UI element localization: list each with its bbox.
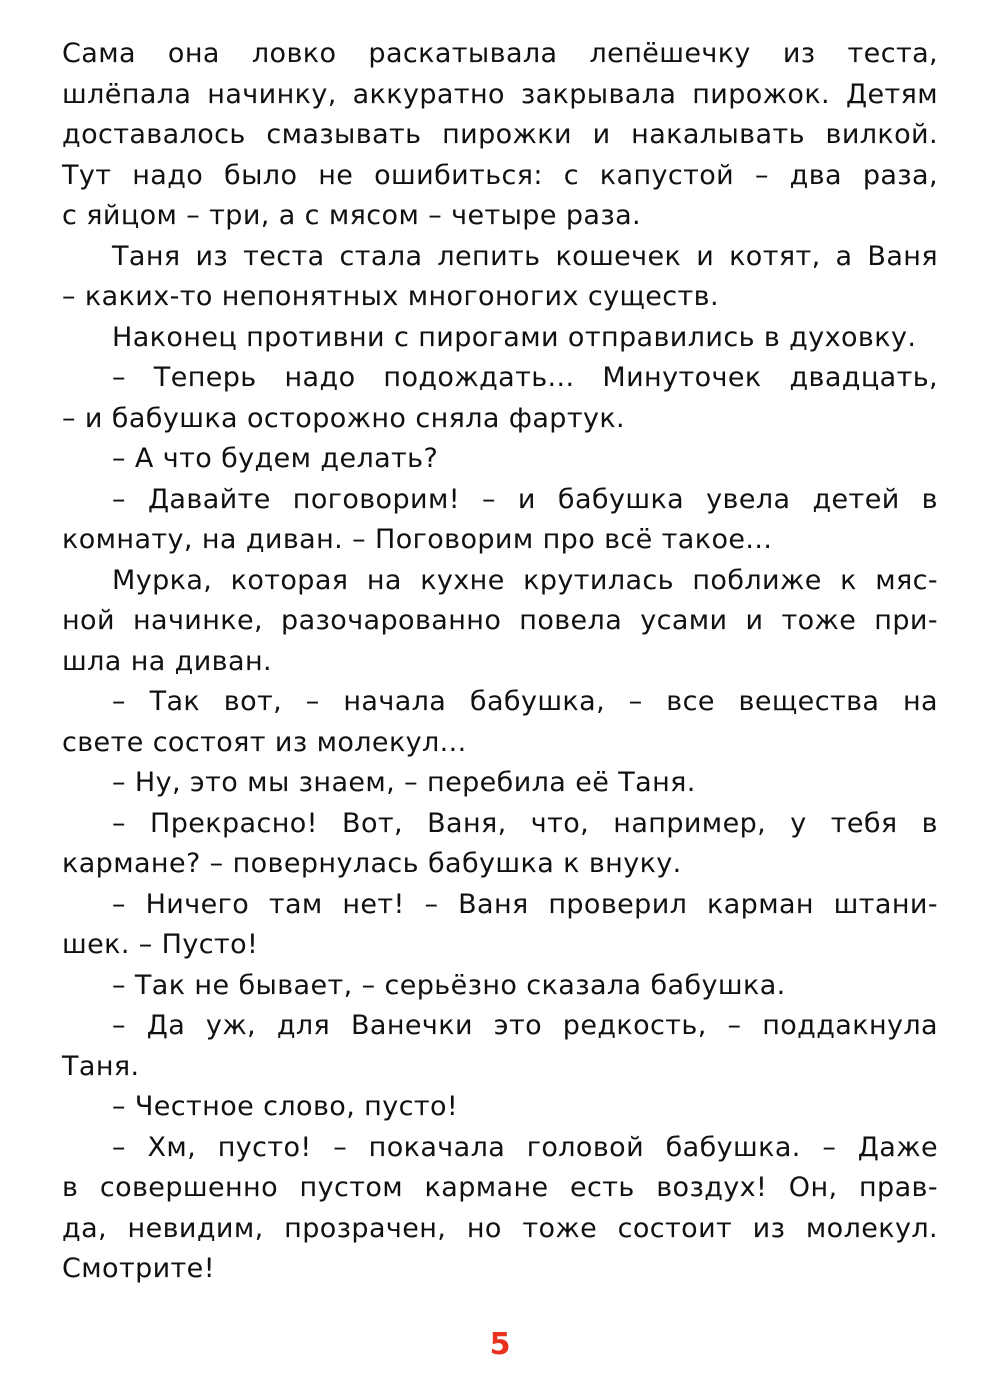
text-line: шек. – Пусто! [62,929,259,960]
text-line: ной начинке, разочарованно повела усами и тоже при- [62,605,938,636]
text-line: Таня из теста стала лепить кошечек и котят, а Ваня [112,240,938,272]
page-text [62,34,938,1290]
text-line: да, невидим, прозрачен, но тоже состоит из молекул. [62,1212,938,1244]
text-line: – и бабушка осторожно сняла фартук. [62,402,626,434]
text-line: комнату, на диван. – Поговорим про всё такое... [62,524,773,555]
text-line: Смотрите! [62,1253,215,1284]
text-line: – Да уж, для Ванечки это редкость, – поддакнула [112,1010,938,1041]
text-line: – Так не бывает, – серьёзно сказала бабушка. [112,969,786,1001]
text-line: – Ну, это мы знаем, – перебила её Таня. [112,767,696,798]
text-line: Наконец противни с пирогами отправились в духовку. [112,321,917,353]
text-line: с яйцом – три, а с мясом – четыре раза. [62,200,642,231]
text-line: Мурка, которая на кухне крутилась поближе к мяс- [112,564,938,596]
text-line: – Теперь надо подождать... Минуточек двадцать, [112,362,938,393]
text-line: в совершенно пустом кармане есть воздух! Он, прав- [62,1172,938,1203]
text-line: Таня. [62,1050,140,1082]
text-line: – Прекрасно! Вот, Ваня, что, например, у тебя в [112,807,938,839]
text-line: шлёпала начинку, аккуратно закрывала пирожок. Детям [62,78,938,110]
text-line: шла на диван. [62,645,272,677]
text-line: Сама она ловко раскатывала лепёшечку из теста, [62,38,938,69]
text-line: – Хм, пусто! – покачала головой бабушка. – Даже [112,1131,938,1163]
text-line: – Так вот, – начала бабушка, – все вещества на [112,686,938,717]
page-number: 5 [489,1327,511,1362]
text-line: кармане? – повернулась бабушка к внуку. [62,848,682,879]
text-line: – каких-то непонятных многоногих существ. [62,281,719,312]
text-line: Тут надо было не ошибиться: с капустой – два раза, [62,159,938,191]
text-line: свете состоят из молекул... [62,726,467,758]
text-line: – А что будем делать? [112,443,439,474]
text-line: доставалось смазывать пирожки и накалывать вилкой. [62,119,938,150]
text-line: – Давайте поговорим! – и бабушка увела детей в [112,483,938,515]
text-line: – Честное слово, пусто! [112,1091,459,1122]
text-line: – Ничего там нет! – Ваня проверил карман штани- [112,888,938,920]
